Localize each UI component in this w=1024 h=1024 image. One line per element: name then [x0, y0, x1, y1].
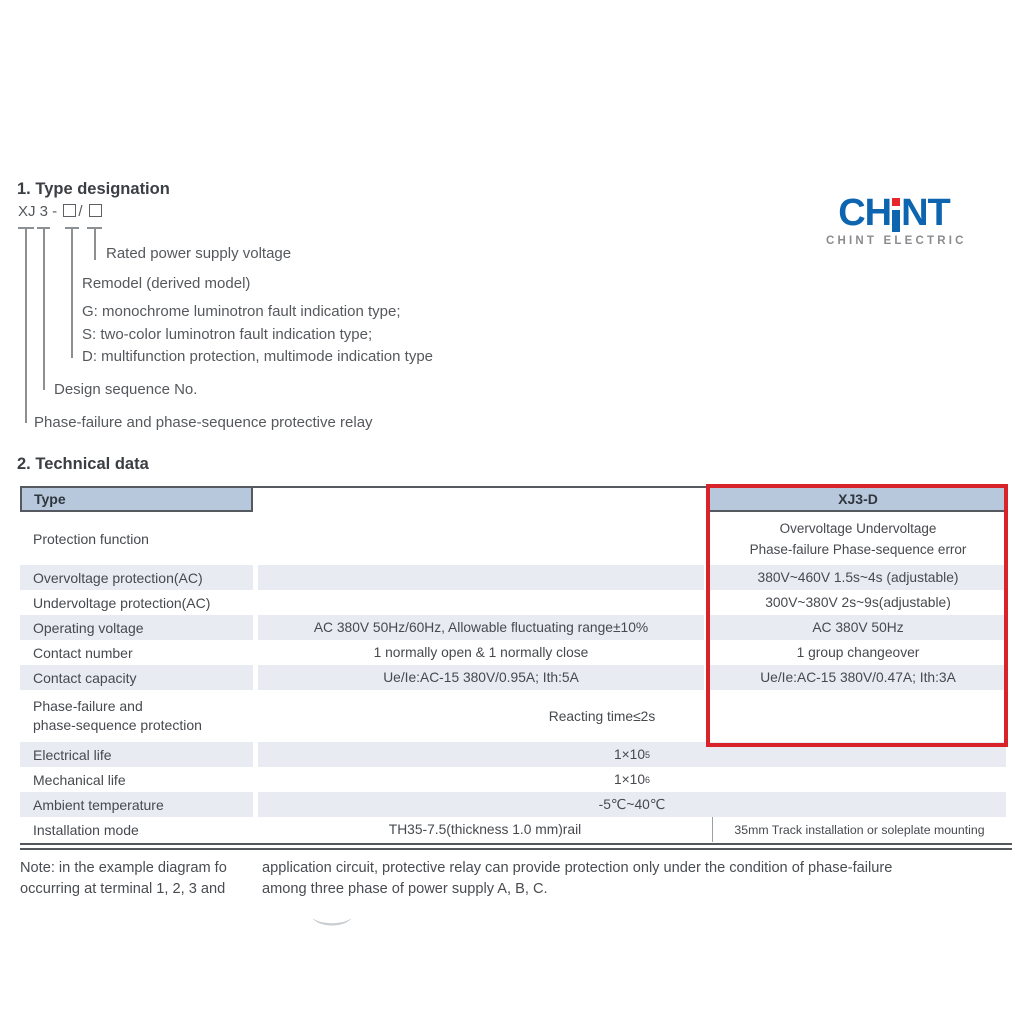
table-row — [20, 565, 1012, 590]
row-label: Electrical life — [20, 742, 253, 767]
logo-red-dot-icon — [892, 198, 900, 206]
row-right-value: AC 380V 50Hz — [710, 615, 1006, 640]
table-row — [20, 817, 1012, 842]
row-span-value: -5℃~40℃ — [258, 792, 1006, 817]
note-left-line1: Note: in the example diagram fo — [20, 860, 227, 876]
tree-line-relay — [25, 227, 27, 423]
logo-i-stem — [892, 210, 900, 232]
note-text-right — [262, 858, 892, 899]
table-header-row — [20, 486, 1012, 512]
row-label: Contact number — [33, 644, 133, 661]
row-span-value — [258, 767, 1006, 792]
chint-logo-wordmark — [826, 190, 962, 232]
phase-failure-label-line2: phase-sequence protection — [33, 717, 202, 733]
note-right-line2: among three phase of power supply A, B, C. — [262, 880, 548, 897]
row-mid-value — [258, 512, 704, 565]
row-mid-value — [258, 590, 704, 615]
type-designation-title: 1. Type designation — [17, 180, 170, 198]
row-right-value — [710, 512, 1006, 565]
mechanical-life-exponent: 6 — [645, 774, 651, 785]
table-row — [20, 792, 1012, 817]
row-label: Ambient temperature — [20, 792, 253, 817]
table-bottom-rule — [20, 843, 1012, 850]
row-label: Contact capacity — [20, 665, 253, 690]
label-remodel: Remodel (derived model) — [82, 275, 251, 292]
note-right-line1: application circuit, protective relay can provide protection only under the condition of phase-failure — [262, 860, 893, 876]
table-row — [20, 665, 1012, 690]
technical-data-title: 2. Technical data — [17, 455, 149, 473]
row-right-value: 35mm Track installation or soleplate mounting — [734, 822, 985, 837]
tree-line-remodel — [71, 227, 73, 358]
label-d-option: D: multifunction protection, multimode indication type — [82, 348, 434, 365]
model-separator: / — [78, 203, 83, 220]
model-designation — [18, 203, 104, 220]
row-mid-value — [258, 565, 704, 590]
row-label: Protection function — [33, 530, 149, 547]
row-mid-value: Ue/Ie:AC-15 380V/0.95A; Ith:5A — [258, 665, 704, 690]
table-row — [20, 767, 1012, 792]
row-label: Mechanical life — [33, 771, 126, 788]
label-design-seq: Design sequence No. — [54, 381, 198, 398]
row-label: Installation mode — [33, 821, 139, 838]
logo-i-glyph — [891, 194, 901, 232]
chevron-down-icon — [310, 916, 354, 930]
note-text-left — [20, 858, 249, 899]
table-row — [20, 690, 1012, 742]
chint-logo-subtitle: CHINT ELECTRIC — [826, 235, 967, 247]
mechanical-life-base: 1×10 — [613, 772, 646, 787]
row-label — [20, 690, 253, 742]
protection-line2: Phase-failure Phase-sequence error — [749, 541, 967, 557]
electrical-life-exponent: 5 — [645, 749, 651, 760]
row-label: Operating voltage — [20, 615, 253, 640]
header-xj3d-cell: XJ3-D — [710, 486, 1006, 512]
table-row — [20, 512, 1012, 565]
protection-line1: Overvoltage Undervoltage — [779, 520, 937, 536]
tree-line-design-seq — [43, 227, 45, 390]
table-row — [20, 590, 1012, 615]
row-right-value: 300V~380V 2s~9s(adjustable) — [765, 595, 951, 610]
label-rated-power: Rated power supply voltage — [106, 245, 292, 262]
row-span-value — [258, 742, 1006, 767]
logo-text-right: NT — [901, 192, 950, 234]
label-g-option: G: monochrome luminotron fault indication type; — [82, 303, 401, 320]
label-s-option: S: two-color luminotron fault indication type; — [82, 326, 373, 343]
logo-text-left: CH — [838, 192, 892, 234]
row-label: Overvoltage protection(AC) — [20, 565, 253, 590]
model-box-icon — [89, 204, 102, 217]
header-type-cell: Type — [20, 486, 253, 512]
row-label: Undervoltage protection(AC) — [33, 594, 211, 611]
table-row — [20, 742, 1012, 767]
technical-data-table — [20, 486, 1012, 850]
row-span-value: Reacting time≤2s — [548, 708, 656, 724]
model-prefix: XJ 3 - — [18, 203, 58, 220]
model-box-icon — [63, 204, 76, 217]
phase-failure-label-line1: Phase-failure and — [33, 698, 143, 714]
row-right-value: 380V~460V 1.5s~4s (adjustable) — [710, 565, 1006, 590]
row-mid-value: AC 380V 50Hz/60Hz, Allowable fluctuating range±10% — [258, 615, 704, 640]
row-mid-value: TH35-7.5(thickness 1.0 mm)rail — [258, 817, 713, 842]
header-middle-cell — [258, 486, 704, 512]
note-left-line2: occurring at terminal 1, 2, 3 and — [20, 880, 226, 897]
chint-logo — [826, 190, 967, 247]
table-row — [20, 640, 1012, 665]
tree-line-rated-power — [94, 227, 96, 260]
row-right-value: Ue/Ie:AC-15 380V/0.47A; Ith:3A — [710, 665, 1006, 690]
row-right-value: 1 group changeover — [796, 645, 920, 660]
electrical-life-base: 1×10 — [613, 747, 646, 762]
table-row — [20, 615, 1012, 640]
row-mid-value: 1 normally open & 1 normally close — [373, 645, 589, 660]
label-relay: Phase-failure and phase-sequence protective relay — [34, 414, 373, 431]
